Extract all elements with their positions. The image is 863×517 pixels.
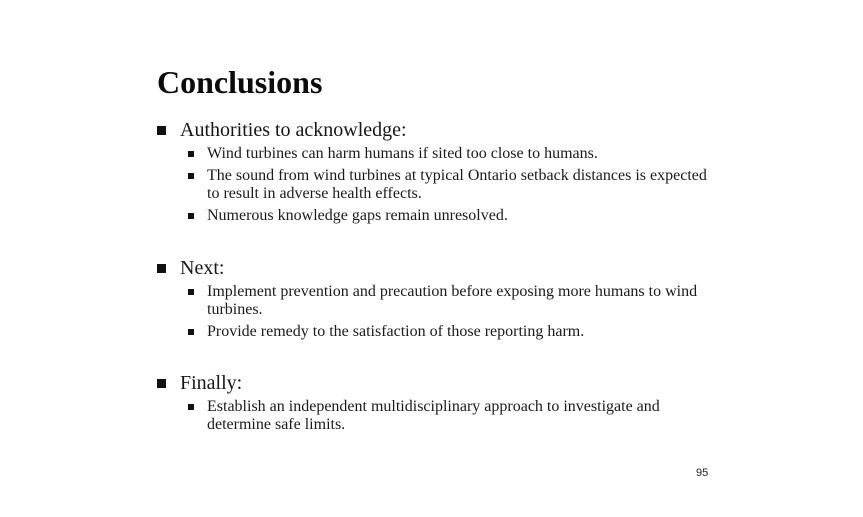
list-item-text: Numerous knowledge gaps remain unresolved. — [207, 207, 508, 224]
list-item — [188, 167, 717, 203]
list-item-text: Provide remedy to the satisfaction of those reporting harm. — [207, 323, 585, 340]
list-item-text: Wind turbines can harm humans if sited too close to humans. — [207, 145, 598, 162]
sub-bullet-list — [157, 283, 717, 341]
list-item — [188, 207, 717, 225]
square-bullet-icon — [157, 379, 166, 388]
square-bullet-icon — [188, 289, 194, 295]
list-item — [188, 145, 717, 163]
sub-bullet-list — [157, 398, 717, 434]
square-bullet-icon — [188, 213, 194, 219]
section-heading-text: Next: — [180, 257, 225, 279]
square-bullet-icon — [188, 151, 194, 157]
section-heading — [157, 371, 717, 395]
section-heading — [157, 118, 717, 142]
list-item-text: Implement prevention and precaution before exposing more humans to wind turbines. — [207, 283, 698, 318]
list-item-text: Establish an independent multidisciplinary approach to investigate and determine safe limits. — [207, 398, 660, 433]
section-finally — [157, 371, 717, 438]
square-bullet-icon — [188, 404, 194, 410]
list-item — [188, 398, 717, 434]
list-item — [188, 283, 717, 319]
section-heading-text: Finally: — [180, 372, 243, 394]
page-number: 95 — [696, 467, 709, 479]
square-bullet-icon — [188, 329, 194, 335]
list-item-text: The sound from wind turbines at typical Ontario setback distances is expected to result in adverse health effects. — [207, 167, 707, 202]
section-next — [157, 256, 717, 345]
section-authorities — [157, 118, 717, 229]
square-bullet-icon — [157, 126, 166, 135]
section-heading — [157, 256, 717, 280]
list-item — [188, 323, 717, 341]
sub-bullet-list — [157, 145, 717, 225]
square-bullet-icon — [157, 264, 166, 273]
section-heading-text: Authorities to acknowledge: — [180, 119, 407, 141]
square-bullet-icon — [188, 173, 194, 179]
slide-title: Conclusions — [157, 64, 323, 100]
